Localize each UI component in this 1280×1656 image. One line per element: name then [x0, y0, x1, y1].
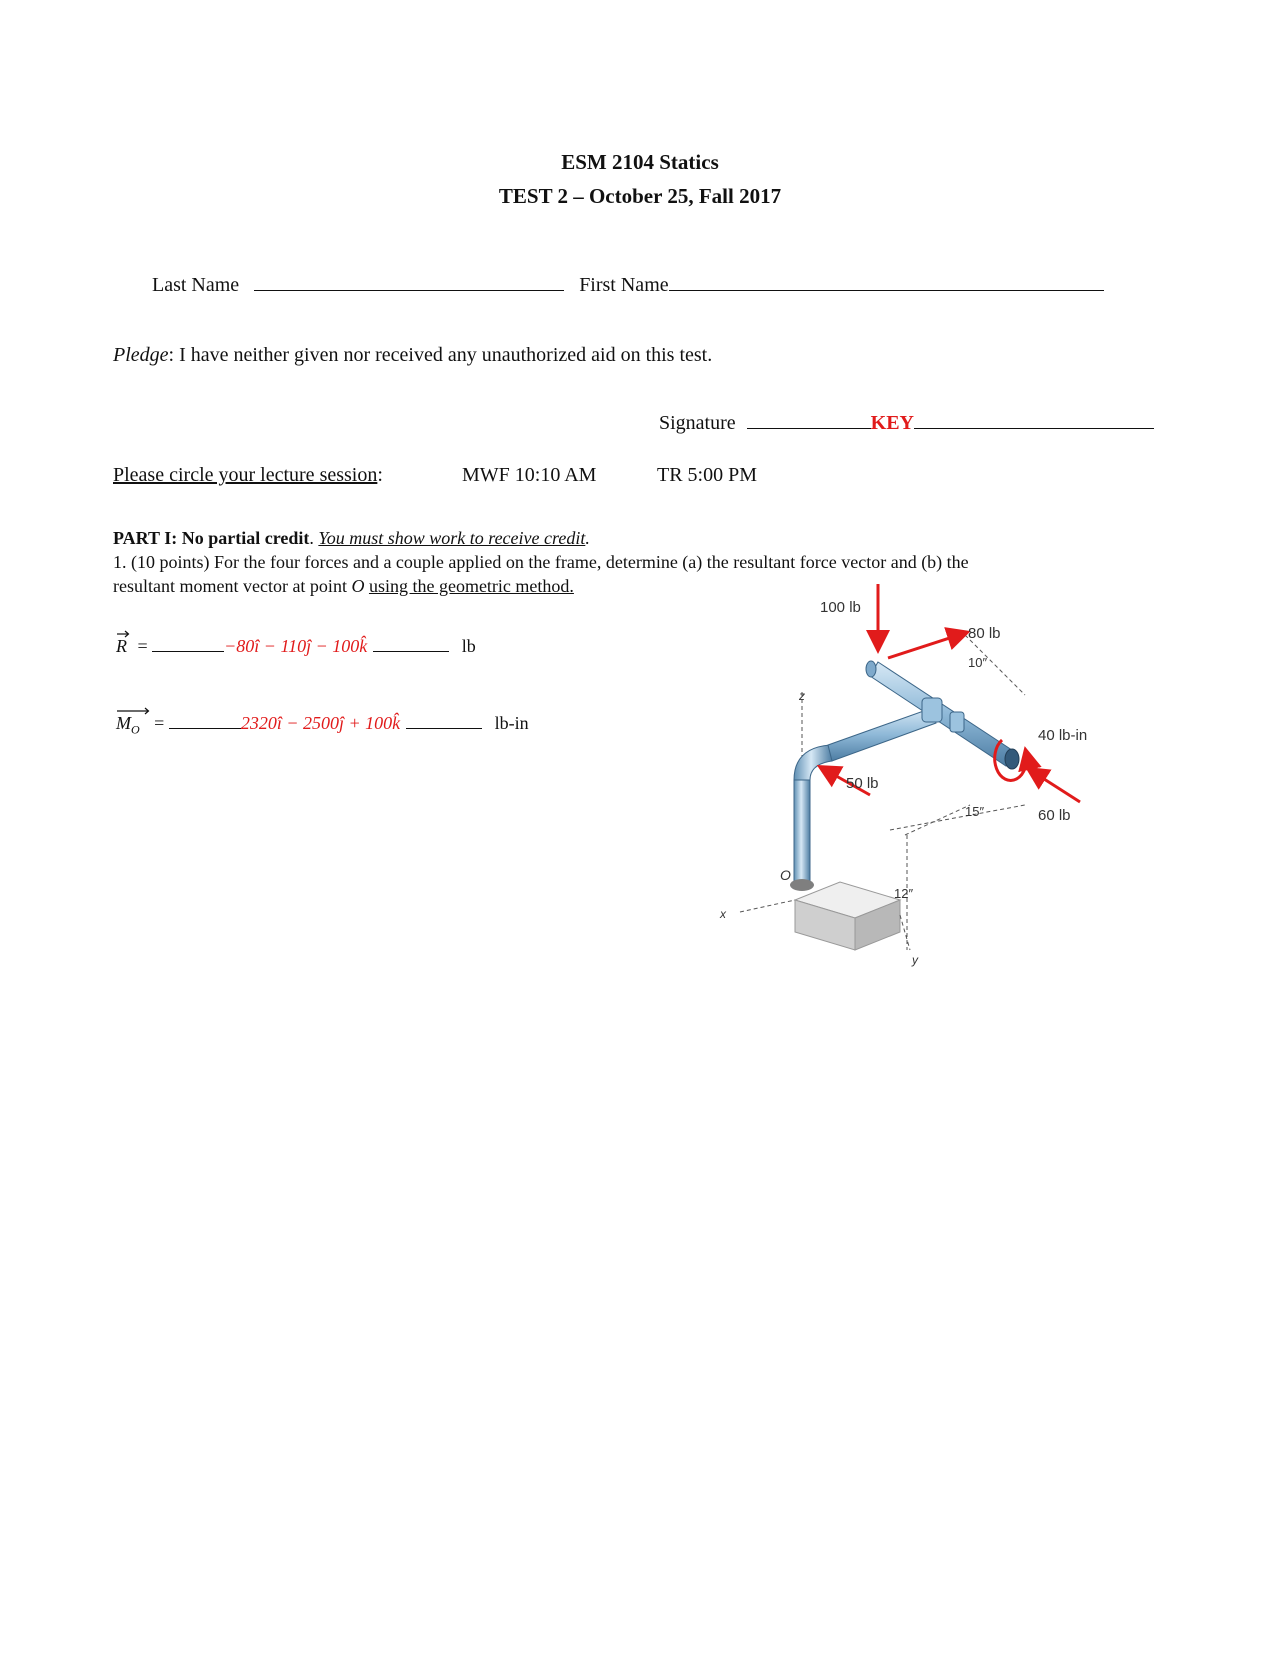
- label-axis-x: x: [720, 907, 726, 921]
- label-12in: 12″: [894, 886, 914, 901]
- session-option-tr[interactable]: TR 5:00 PM: [657, 464, 758, 486]
- signature-label: Signature: [659, 412, 736, 434]
- label-40lbin: 40 lb-in: [1038, 727, 1088, 744]
- label-10in: 10″: [968, 655, 988, 670]
- name-row: [152, 272, 1104, 297]
- support-base: [795, 882, 900, 950]
- vector-arrow-icon: [116, 630, 130, 638]
- signature-value[interactable]: KEY: [870, 412, 914, 434]
- label-80lb: 80 lb: [968, 625, 1001, 642]
- signature-blank-left: [747, 410, 871, 429]
- part1-heading: PART I: No partial credit: [113, 528, 310, 548]
- pledge: [113, 344, 712, 367]
- signature-blank-right: [914, 410, 1154, 429]
- r-unit: lb: [461, 636, 476, 656]
- m-blank-right: [406, 710, 482, 729]
- pipe-frame: [790, 661, 1019, 891]
- label-point-o: O: [780, 867, 791, 883]
- m-answer-value[interactable]: 2320î − 2500ĵ + 100k̂: [240, 713, 401, 733]
- first-name-field[interactable]: [669, 272, 1104, 291]
- question-1-line-2-text: resultant moment vector at point: [113, 576, 352, 596]
- force-80lb-arrow: [888, 633, 965, 658]
- vector-arrow-icon: [116, 707, 150, 715]
- r-blank-right: [373, 633, 449, 652]
- question-1-line-1: 1. (10 points) For the four forces and a couple applied on the frame, determine (a) the resultant force vector and (b) the: [113, 552, 969, 572]
- force-arrows: [822, 584, 1080, 802]
- pledge-text: : I have neither given nor received any unauthorized aid on this test.: [168, 344, 713, 366]
- m-symbol: M: [116, 713, 131, 733]
- pledge-label: Pledge: [113, 344, 169, 366]
- label-100lb: 100 lb: [820, 599, 861, 616]
- m-blank-left: [169, 710, 241, 729]
- label-60lb: 60 lb: [1038, 807, 1071, 824]
- r-equals: =: [137, 636, 148, 656]
- part1-note-dot: .: [585, 528, 590, 548]
- question-1-line-2: [113, 576, 574, 597]
- last-name-field[interactable]: [254, 272, 564, 291]
- method-note: using the geometric method.: [368, 576, 574, 596]
- last-name-label: Last Name: [152, 274, 240, 296]
- signature-row: [659, 410, 1154, 435]
- r-answer-value[interactable]: −80î − 110ĵ − 100k̂: [224, 636, 368, 656]
- r-symbol: R: [116, 636, 127, 656]
- label-15in: 15″: [965, 804, 985, 819]
- session-colon: :: [377, 464, 383, 486]
- label-axis-y: y: [912, 953, 918, 967]
- frame-figure: [720, 599, 1180, 1040]
- answer-m-row: [116, 710, 529, 738]
- answer-r-row: [116, 633, 476, 657]
- first-name-label: First Name: [579, 274, 669, 296]
- part1-heading-dot: .: [309, 528, 314, 548]
- course-title: ESM 2104 Statics: [561, 150, 719, 174]
- m-equals: =: [154, 713, 165, 733]
- part1-note: You must show work to receive credit: [318, 528, 586, 548]
- label-axis-z: z: [799, 689, 805, 703]
- session-row: [113, 464, 383, 487]
- label-50lb: 50 lb: [846, 775, 879, 792]
- m-unit: lb-in: [494, 713, 529, 733]
- r-vector-symbol: [116, 636, 127, 657]
- session-prompt: Please circle your lecture session: [113, 464, 378, 486]
- m-subscript: O: [131, 722, 140, 737]
- r-blank-left: [152, 633, 224, 652]
- m-vector-symbol: [116, 713, 140, 738]
- force-60lb-arrow: [1030, 770, 1080, 802]
- point-o-ref: O: [351, 576, 365, 596]
- session-option-mwf[interactable]: MWF 10:10 AM: [462, 464, 597, 486]
- part1-heading-row: [113, 528, 590, 549]
- test-title: TEST 2 – October 25, Fall 2017: [498, 184, 782, 208]
